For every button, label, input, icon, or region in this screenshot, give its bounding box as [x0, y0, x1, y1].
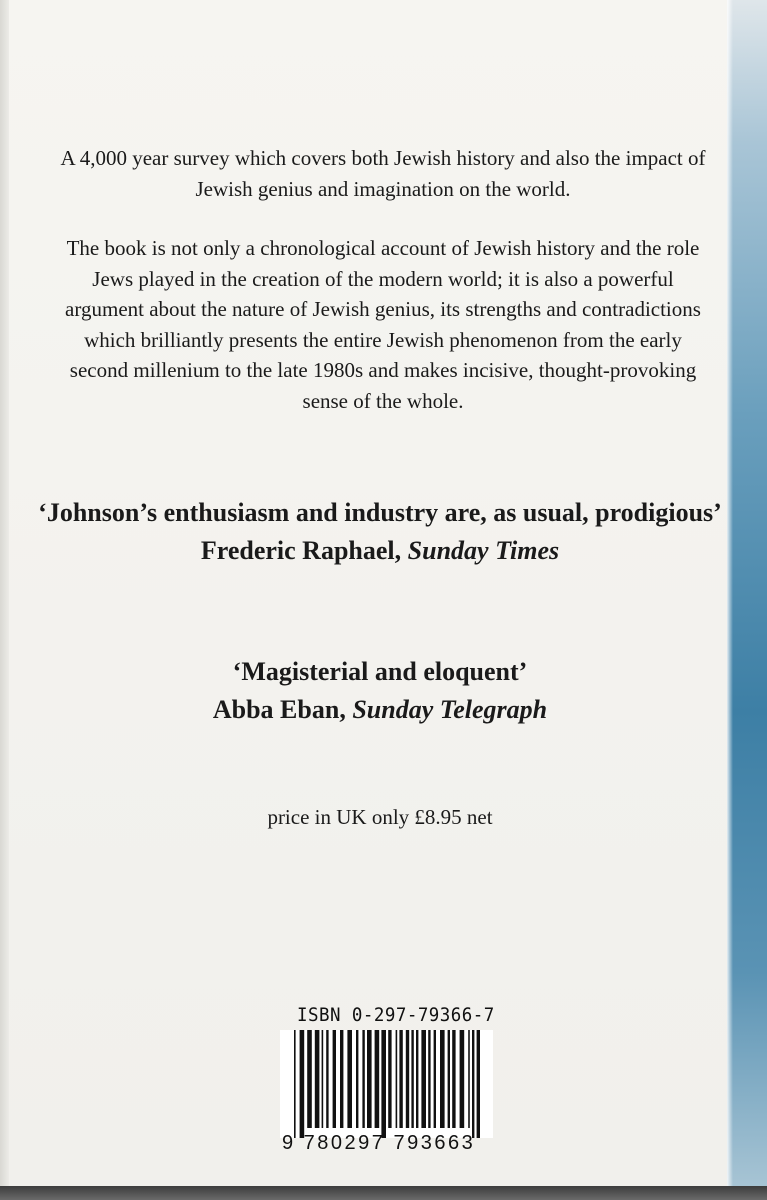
barcode-bar	[428, 1030, 430, 1128]
barcode-digits: 9 780297 793663	[282, 1132, 476, 1154]
barcode-bar	[472, 1030, 474, 1138]
barcode-bar	[347, 1030, 352, 1128]
cover-spine-edge	[727, 0, 767, 1186]
barcode-bar	[434, 1030, 436, 1128]
blurb-paragraph-1: A 4,000 year survey which covers both Jewish history and also the impact of Jewish genius and imagination on the world.	[60, 146, 706, 201]
review-attribution	[30, 532, 730, 570]
cover-bottom-edge	[0, 1186, 767, 1200]
review-1	[30, 494, 730, 570]
barcode-bar	[307, 1030, 312, 1128]
barcode-bar	[396, 1030, 398, 1128]
barcode-bar	[399, 1030, 402, 1128]
review-quote: ‘Magisterial and eloquent’	[232, 657, 528, 686]
barcode-bar	[406, 1030, 409, 1128]
review-2	[30, 653, 730, 729]
reviewer-name: Frederic Raphael,	[200, 536, 402, 565]
barcode-bar	[322, 1030, 324, 1128]
barcode-bar	[340, 1030, 343, 1128]
barcode-bar	[294, 1030, 296, 1138]
barcode-bar	[421, 1030, 426, 1128]
cover-left-edge	[0, 0, 9, 1186]
reviewer-name: Abba Eban,	[212, 695, 346, 724]
barcode-bar	[411, 1030, 413, 1128]
barcode-bar	[333, 1030, 336, 1128]
barcode-bar	[388, 1030, 391, 1128]
barcode-bar	[367, 1030, 372, 1128]
price-label: price in UK only £8.95 net	[267, 805, 493, 829]
barcode-bar	[356, 1030, 358, 1128]
barcode-bar	[448, 1030, 450, 1128]
barcode-bar	[440, 1030, 445, 1128]
barcode-bar	[300, 1030, 305, 1138]
review-publication: Sunday Telegraph	[352, 695, 548, 724]
barcode-bar	[416, 1030, 418, 1128]
barcode-bar	[468, 1030, 470, 1128]
review-publication: Sunday Times	[407, 536, 560, 565]
blurb-paragraph-2: The book is not only a chronological account of Jewish history and the role Jews played in the creation of the modern world; it is also a powerful argument about the nature of Jewish genius, its strengths and contradictions which brilliantly presents the entire Jewish phenomenon from the early second millenium to the late 1980s and makes incisive, thought-provoking sense of the whole.	[65, 236, 701, 413]
isbn-label: ISBN 0-297-79366-7	[297, 1004, 495, 1026]
review-quote: ‘Johnson’s enthusiasm and industry are, as usual, prodigious’	[38, 498, 722, 527]
barcode-bar	[477, 1030, 480, 1138]
barcode-bar	[381, 1030, 386, 1138]
barcode-bar	[375, 1030, 380, 1128]
barcode-bars	[280, 1030, 493, 1138]
barcode-bar	[315, 1030, 320, 1128]
barcode-bar	[326, 1030, 328, 1128]
barcode-bar	[460, 1030, 465, 1128]
barcode-bar	[452, 1030, 455, 1128]
barcode	[280, 1030, 493, 1138]
review-attribution	[30, 691, 730, 729]
barcode-bar	[362, 1030, 364, 1128]
